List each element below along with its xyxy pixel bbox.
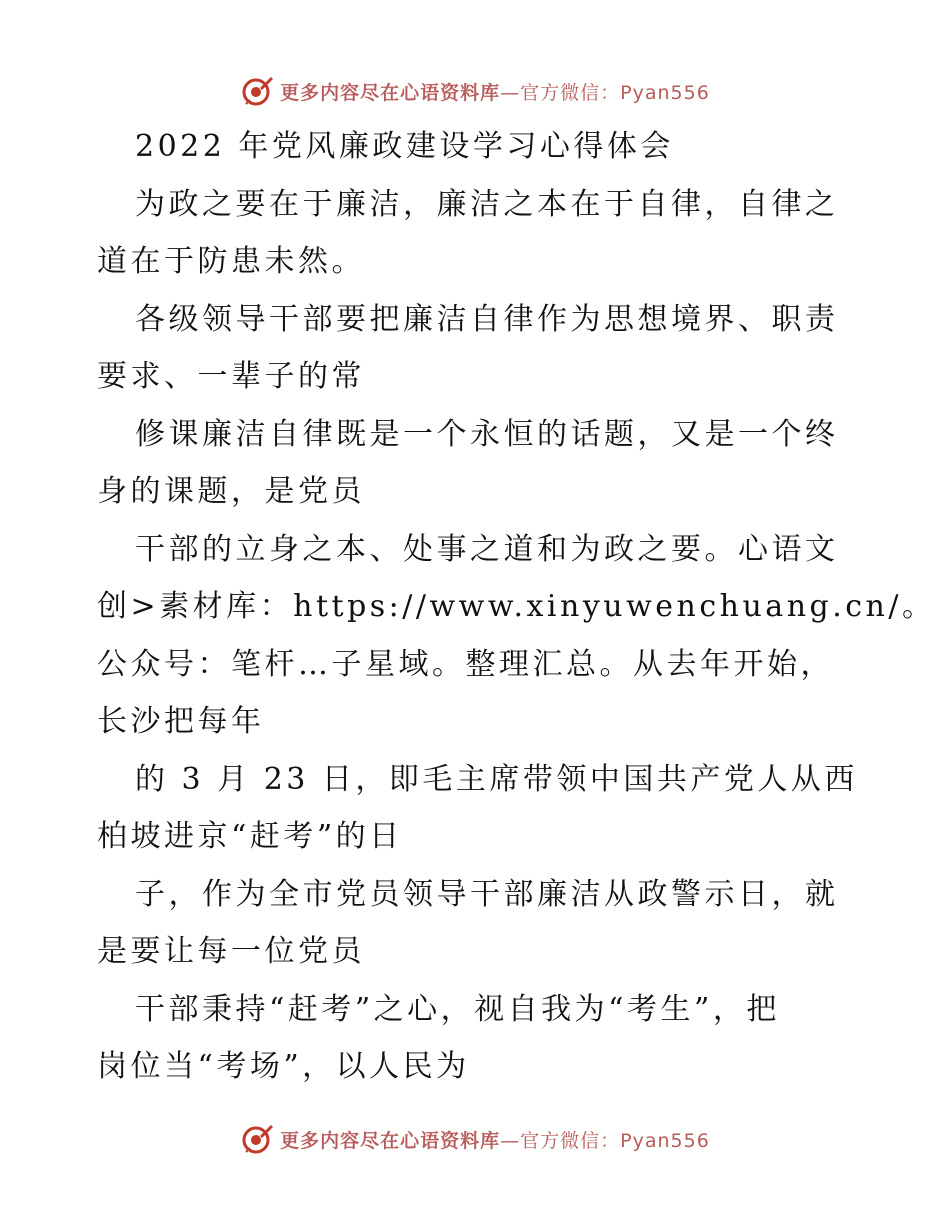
text-line: 干部的立身之本、处事之道和为政之要。心语文 xyxy=(135,531,839,567)
text-line: 道在于防患未然。 xyxy=(97,244,365,279)
text-line: 柏坡进京“赶考”的日 xyxy=(97,819,403,854)
banner-separator: — xyxy=(500,1129,521,1152)
text-line: 要求、一辈子的常 xyxy=(97,359,365,394)
footer-banner xyxy=(0,1119,950,1159)
banner-text xyxy=(280,78,710,105)
text-line: 公众号：笔杆…子星域。整理汇总。从去年开始， xyxy=(97,646,834,682)
text-line: 2022 年党风廉政建设学习心得体会 xyxy=(135,129,674,164)
banner-brand: 更多内容尽在心语资料库 xyxy=(280,1129,501,1152)
banner-separator: — xyxy=(500,81,521,104)
text-line: 修课廉洁自律既是一个永恒的话题，又是一个终 xyxy=(135,416,839,452)
text-line: 身的课题，是党员 xyxy=(97,474,365,509)
text-line: 的 3 月 23 日，即毛主席带领中国共产党人从西 xyxy=(135,761,858,797)
text-line: 子，作为全市党员领导干部廉洁从政警示日，就 xyxy=(135,876,839,912)
banner-contact: 官方微信：Pyan556 xyxy=(520,81,710,104)
text-line: 长沙把每年 xyxy=(97,704,265,739)
header-banner xyxy=(0,71,950,111)
banner-brand: 更多内容尽在心语资料库 xyxy=(280,81,501,104)
banner-text xyxy=(280,1126,710,1153)
text-line: 创>素材库：https://www.xinyuwenchuang.cn/。 xyxy=(97,589,936,624)
banner-contact: 官方微信：Pyan556 xyxy=(520,1129,710,1152)
text-line: 岗位当“考场”，以人民为 xyxy=(97,1049,470,1084)
quill-logo-icon xyxy=(240,74,274,108)
text-line: 各级领导干部要把廉洁自律作为思想境界、职责 xyxy=(135,301,839,337)
document-body xyxy=(97,118,936,1096)
quill-logo-icon xyxy=(240,1122,274,1156)
text-line: 是要让每一位党员 xyxy=(97,934,365,969)
text-line: 为政之要在于廉洁，廉洁之本在于自律，自律之 xyxy=(135,186,839,222)
text-line: 干部秉持“赶考”之心，视自我为“考生”，把 xyxy=(135,991,780,1027)
